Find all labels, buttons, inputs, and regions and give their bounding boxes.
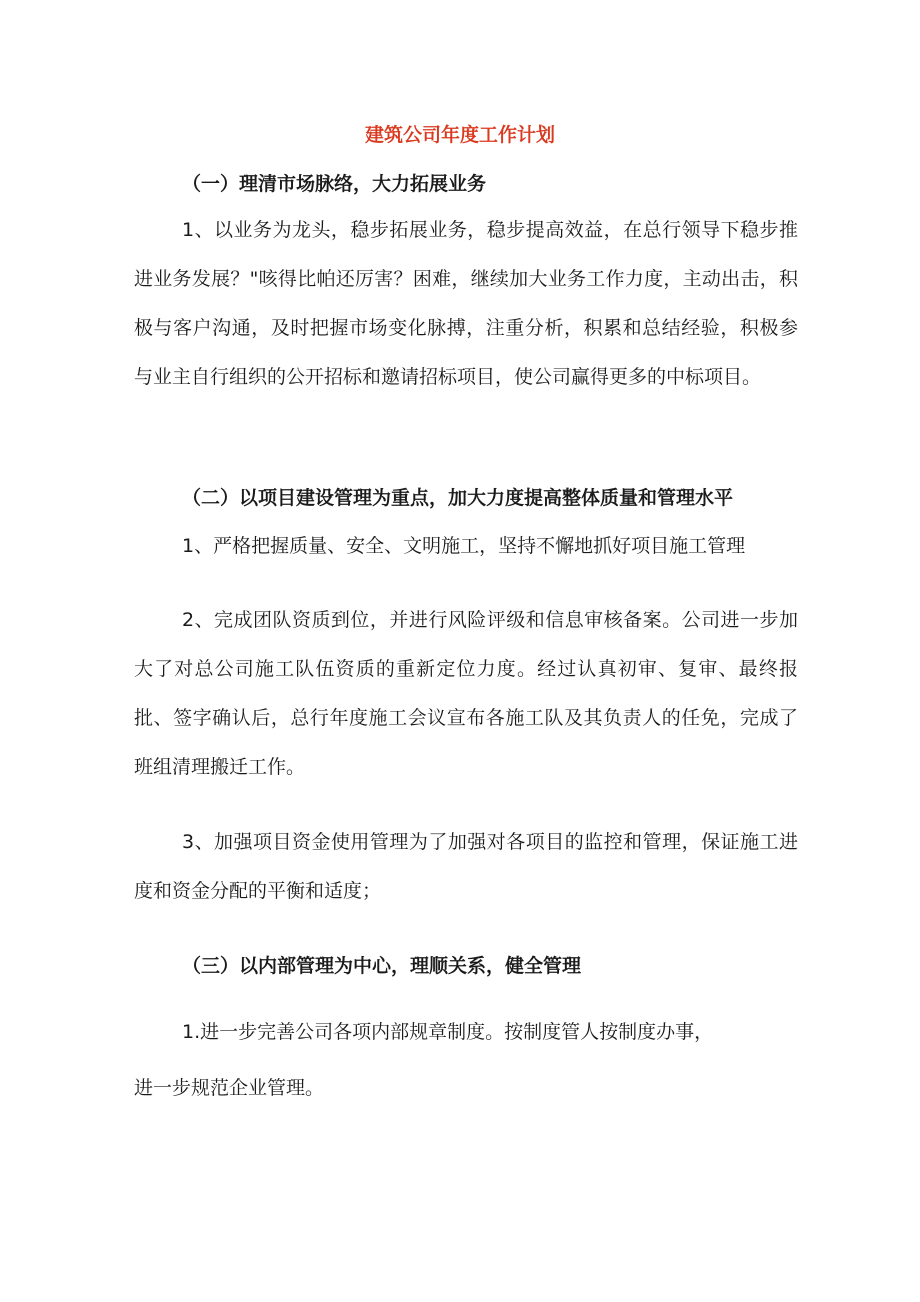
section-2-paragraph-1: 1、严格把握质量、安全、文明施工，坚持不懈地抓好项目施工管理 — [182, 535, 746, 557]
section-1-heading: （一）理清市场脉络，大力拓展业务 — [182, 173, 487, 195]
section-1-paragraph-1: 1、以业务为龙头，稳步拓展业务，稳步提高效益，在总行领导下稳步推进业务发展？"咳得比帕还厉害？困难，继续加大业务工作力度，主动出击，积极与客户沟通，及时把握市场变化脉搏，注重分析，积累和总结经验，积极参与业主自行组织的公开招标和邀请招标项目，使公司赢得更多的中标项目。 — [134, 219, 798, 388]
section-2-heading: （二）以项目建设管理为重点，加大力度提高整体质量和管理水平 — [182, 487, 734, 509]
section-2-paragraph-2: 2、完成团队资质到位，并进行风险评级和信息审核备案。公司进一步加大了对总公司施工队伍资质的重新定位力度。经过认真初审、复审、最终报批、签字确认后，总行年度施工会议宣布各施工队及其负责人的任免，完成了班组清理搬迁工作。 — [134, 609, 798, 778]
document-title: 建筑公司年度工作计划 — [364, 124, 555, 146]
section-3-paragraph-1: 1.进一步完善公司各项内部规章制度。按制度管人按制度办事， — [182, 1021, 714, 1043]
section-2-paragraph-3: 3、加强项目资金使用管理为了加强对各项目的监控和管理，保证施工进度和资金分配的平衡和适度； — [134, 831, 798, 902]
section-3-paragraph-2: 进一步规范企业管理。 — [134, 1077, 325, 1099]
section-3-heading: （三）以内部管理为中心，理顺关系，健全管理 — [182, 955, 582, 977]
